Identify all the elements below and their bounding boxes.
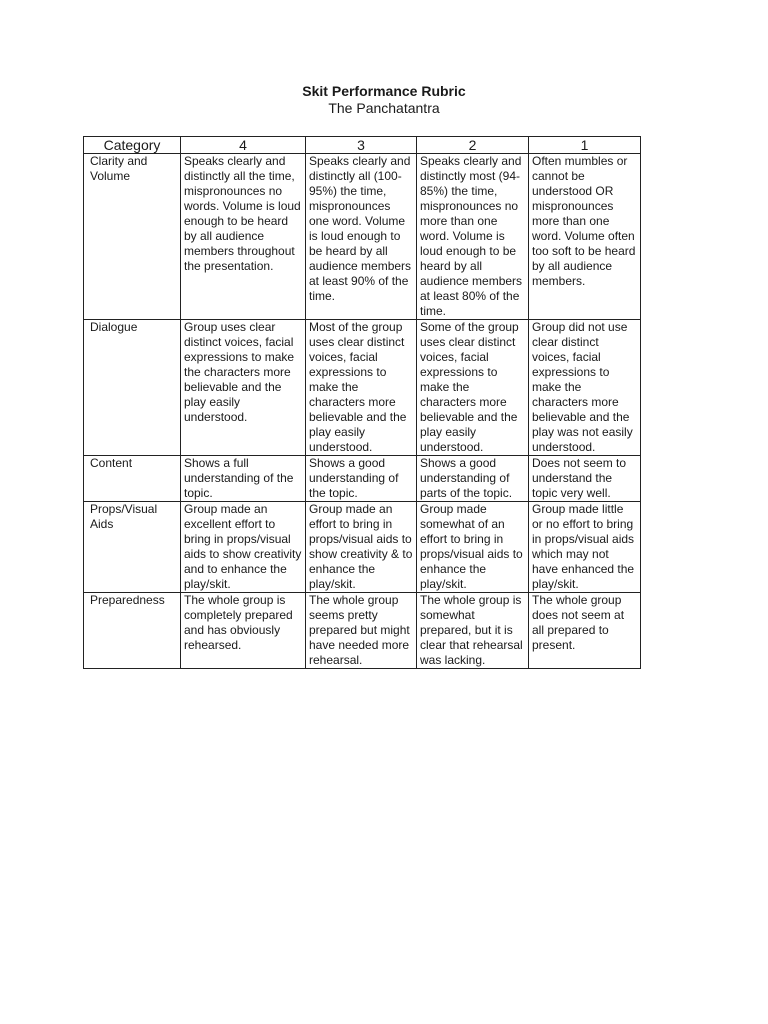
document-title: Skit Performance Rubric bbox=[302, 83, 466, 99]
criteria-cell: Group did not use clear distinct voices, facial expressions to make the characters more believable and the play was not easily understood. bbox=[529, 320, 641, 456]
rubric-table bbox=[83, 136, 641, 669]
criteria-cell: The whole group seems pretty prepared but might have needed more rehearsal. bbox=[306, 593, 417, 669]
criteria-cell: Shows a good understanding of the topic. bbox=[306, 456, 417, 502]
header-score-2: 2 bbox=[417, 137, 529, 154]
table-row bbox=[84, 593, 641, 669]
criteria-cell: Group made little or no effort to bring in props/visual aids which may not have enhanced the play/skit. bbox=[529, 502, 641, 593]
criteria-cell: Speaks clearly and distinctly all (100-95%) the time, mispronounces one word. Volume is loud enough to be heard by all audience members at least 90% of the time. bbox=[306, 154, 417, 320]
header-score-1: 1 bbox=[529, 137, 641, 154]
criteria-cell: Shows a full understanding of the topic. bbox=[181, 456, 306, 502]
category-cell: Dialogue bbox=[84, 320, 181, 456]
table-row bbox=[84, 456, 641, 502]
criteria-cell: Group made somewhat of an effort to bring in props/visual aids to enhance the play/skit. bbox=[417, 502, 529, 593]
criteria-cell: Most of the group uses clear distinct voices, facial expressions to make the characters more believable and the play easily understood. bbox=[306, 320, 417, 456]
criteria-cell: The whole group is completely prepared and has obviously rehearsed. bbox=[181, 593, 306, 669]
header-category: Category bbox=[84, 137, 181, 154]
criteria-cell: Group made an excellent effort to bring in props/visual aids to show creativity and to enhance the play/skit. bbox=[181, 502, 306, 593]
criteria-cell: The whole group is somewhat prepared, but it is clear that rehearsal was lacking. bbox=[417, 593, 529, 669]
document-subtitle: The Panchatantra bbox=[328, 100, 440, 116]
criteria-cell: Often mumbles or cannot be understood OR mispronounces more than one word. Volume often too soft to be heard by all audience members. bbox=[529, 154, 641, 320]
header-score-4: 4 bbox=[181, 137, 306, 154]
table-row bbox=[84, 502, 641, 593]
category-cell: Content bbox=[84, 456, 181, 502]
header-score-3: 3 bbox=[306, 137, 417, 154]
criteria-cell: Shows a good understanding of parts of the topic. bbox=[417, 456, 529, 502]
criteria-cell: Some of the group uses clear distinct voices, facial expressions to make the characters more believable and the play easily understood. bbox=[417, 320, 529, 456]
criteria-cell: Speaks clearly and distinctly most (94-85%) the time, mispronounces no more than one word. Volume is loud enough to be heard by all audience members at least 80% of the time. bbox=[417, 154, 529, 320]
criteria-cell: Does not seem to understand the topic very well. bbox=[529, 456, 641, 502]
criteria-cell: Group made an effort to bring in props/visual aids to show creativity & to enhance the play/skit. bbox=[306, 502, 417, 593]
criteria-cell: Group uses clear distinct voices, facial expressions to make the characters more believable and the play easily understood. bbox=[181, 320, 306, 456]
criteria-cell: Speaks clearly and distinctly all the time, mispronounces no words. Volume is loud enough to be heard by all audience members throughout the presentation. bbox=[181, 154, 306, 320]
table-row bbox=[84, 154, 641, 320]
category-cell: Preparedness bbox=[84, 593, 181, 669]
category-cell: Props/Visual Aids bbox=[84, 502, 181, 593]
header-row bbox=[84, 137, 641, 154]
table-row bbox=[84, 320, 641, 456]
category-cell: Clarity and Volume bbox=[84, 154, 181, 320]
criteria-cell: The whole group does not seem at all prepared to present. bbox=[529, 593, 641, 669]
